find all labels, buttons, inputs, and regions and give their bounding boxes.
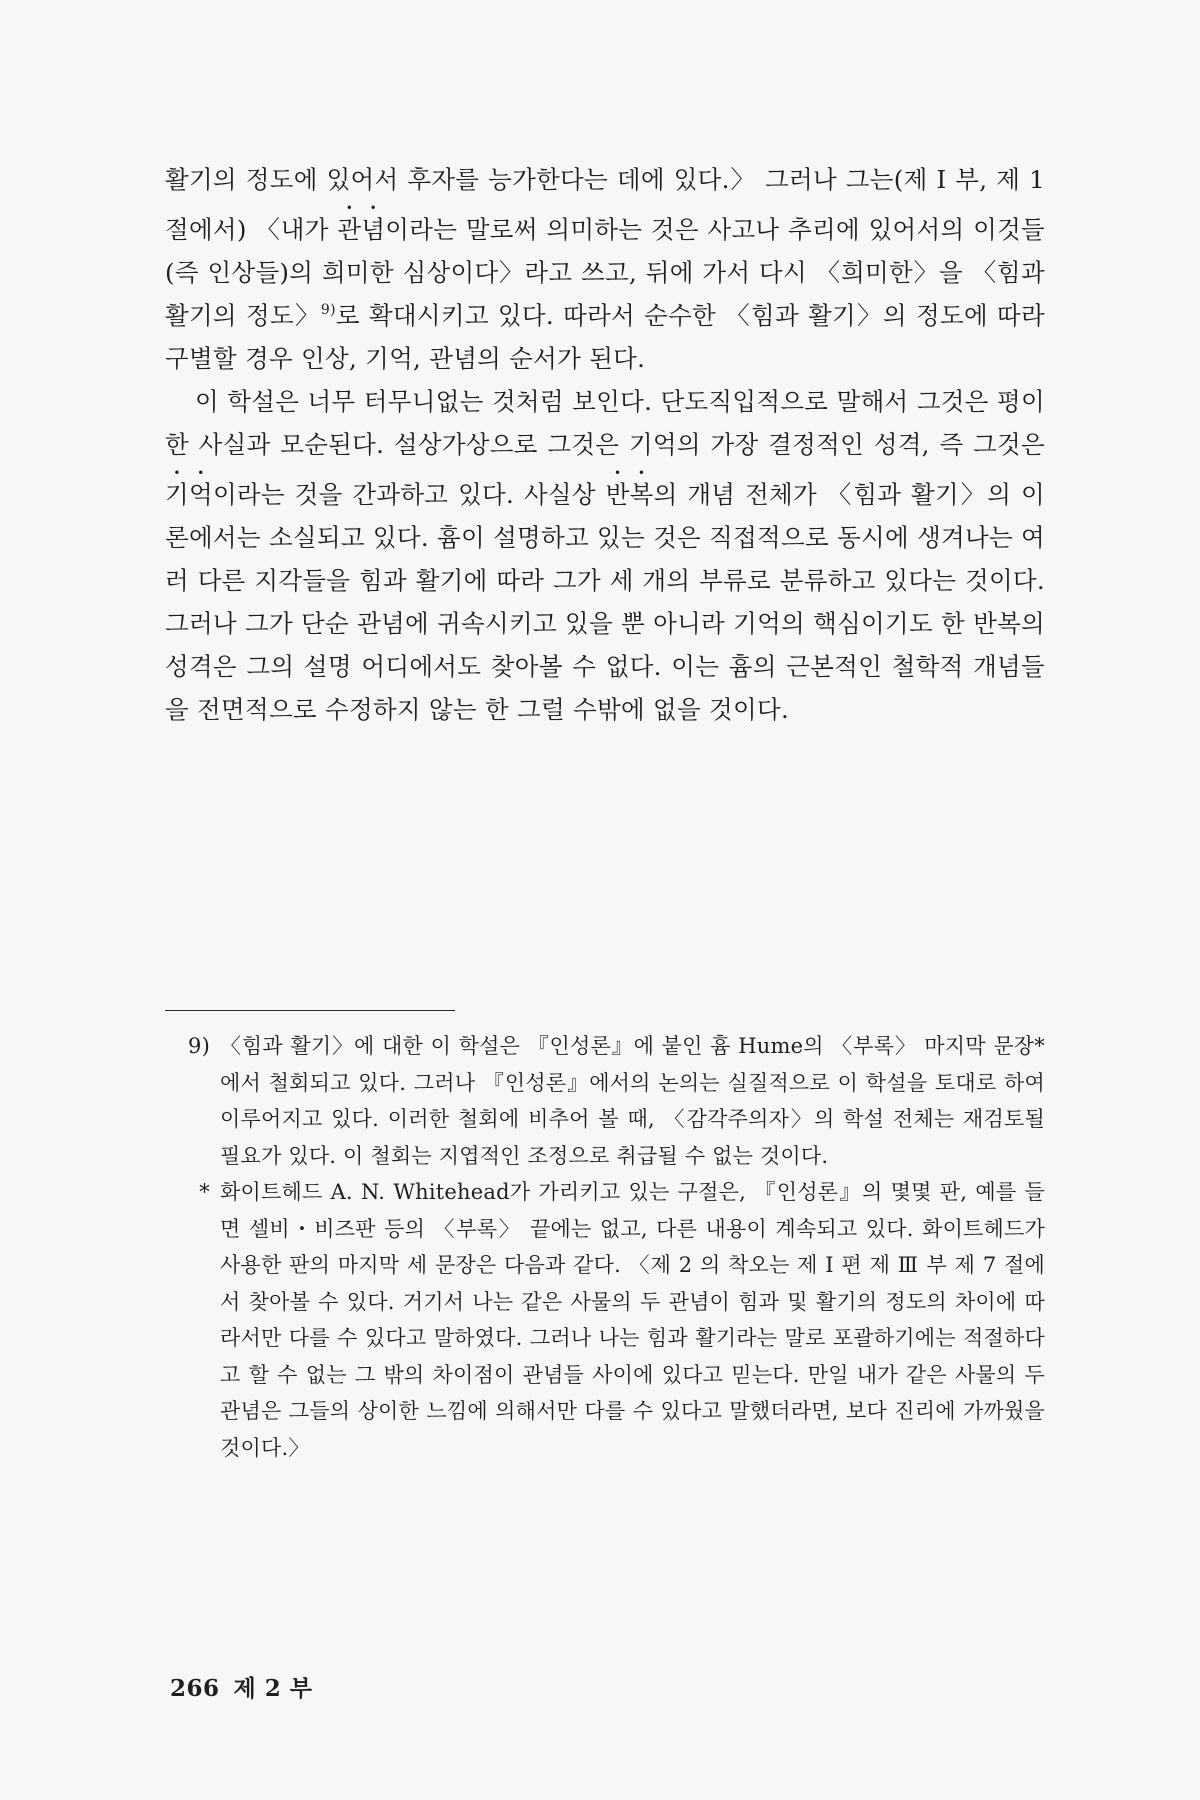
emphasized-term: 반복 — [605, 480, 654, 509]
footnote-reference: 9) — [320, 302, 336, 318]
body-text — [165, 158, 1045, 731]
footnote — [165, 1028, 1045, 1174]
footnotes — [165, 1028, 1045, 1466]
paragraph — [165, 380, 1045, 731]
footnote-mark: 9) — [188, 1034, 210, 1058]
emphasized-term: 기억 — [165, 480, 213, 509]
footnote-text: 화이트헤드 A. N. Whitehead가 가리키고 있는 구절은, 『인성론』의 몇몇 판, 예를 들면 셀비・비즈판 등의 〈부록〉 끝에는 없고, 다른 내용이 계속되고 있다. 화이트헤드가 사용한 판의 마지막 세 문장은 다음과 같다. 〈제 2 의 착오는 제 I 편 제 Ⅲ 부 제 7 절에서 찾아볼 수 있다. 거기서 나는 같은 사물의 두 관념이 힘과 및 활기의 정도의 차이에 따라서만 다를 수 있다고 말하였다. 그러나 나는 힘과 활기라는 말로 포괄하기에는 적절하다고 할 수 없는 그 밖의 차이점이 관념들 사이에 있다고 믿는다. 만일 내가 같은 사물의 두 관념은 그들의 상이한 느낌에 의해서만 다를 수 있다고 말했더라면, 보다 진리에 가까웠을 것이다.〉 — [220, 1180, 1045, 1460]
paragraph-text: 이라는 말로써 의미하는 것은 사고나 추리에 있어서의 이것들(즉 인상들)의 희미한 심상이다〉라고 쓰고, 뒤에 가서 다시 〈희미한〉을 〈힘과 활기의 정도〉 — [165, 215, 1045, 330]
footnote-divider — [165, 1010, 455, 1011]
paragraph-text: 이 학설은 너무 터무니없는 것처럼 보인다. 단도직입적으로 말해서 그것은 평이한 사실과 모순된다. 설상가상으로 그것은 기억의 가장 결정적인 성격, 즉 그것은 — [165, 387, 1045, 459]
footnote-text: 〈힘과 활기〉에 대한 이 학설은 『인성론』에 붙인 흄 Hume의 〈부록〉 마지막 문장*에서 철회되고 있다. 그러나 『인성론』에서의 논의는 실질적으로 이 학설을 토대로 하여 이루어지고 있다. 이러한 철회에 비추어 볼 때, 〈감각주의자〉의 학설 전체는 재검토될 필요가 있다. 이 철회는 지엽적인 조정으로 취급될 수 없는 것이다. — [220, 1034, 1045, 1168]
emphasized-term: 관념 — [337, 215, 386, 244]
page-footer — [170, 1670, 326, 1703]
paragraph-text: 이라는 것을 간과하고 있다. 사실상 — [212, 480, 606, 509]
page-number: 266 — [170, 1675, 220, 1702]
footnote-mark: * — [199, 1180, 210, 1204]
paragraph-text: 활기의 정도에 있어서 후자를 능가한다는 데에 있다.〉 그러나 그는(제 I 부, 제 1 절에서) 〈내가 — [165, 165, 1045, 244]
paragraph-text: 로 확대시키고 있다. 따라서 순수한 〈힘과 활기〉의 정도에 따라 구별할 경우 인상, 기억, 관념의 순서가 된다. — [165, 301, 1045, 373]
paragraph — [165, 158, 1045, 380]
paragraph-text: 의 개념 전체가 〈힘과 활기〉의 이론에서는 소실되고 있다. 흄이 설명하고 있는 것은 직접적으로 동시에 생겨나는 여러 다른 지각들을 힘과 활기에 따라 그가 세 개의 부류로 분류하고 있다는 것이다. 그러나 그가 단순 관념에 귀속시키고 있을 뿐 아니라 기억의 핵심이기도 한 반복의 성격은 그의 설명 어디에서도 찾아볼 수 없다. 이는 흄의 근본적인 철학적 개념들을 전면적으로 수정하지 않는 한 그럴 수밖에 없을 것이다. — [165, 480, 1045, 724]
running-section: 제 2 부 — [233, 1675, 313, 1702]
footnote — [165, 1174, 1045, 1466]
